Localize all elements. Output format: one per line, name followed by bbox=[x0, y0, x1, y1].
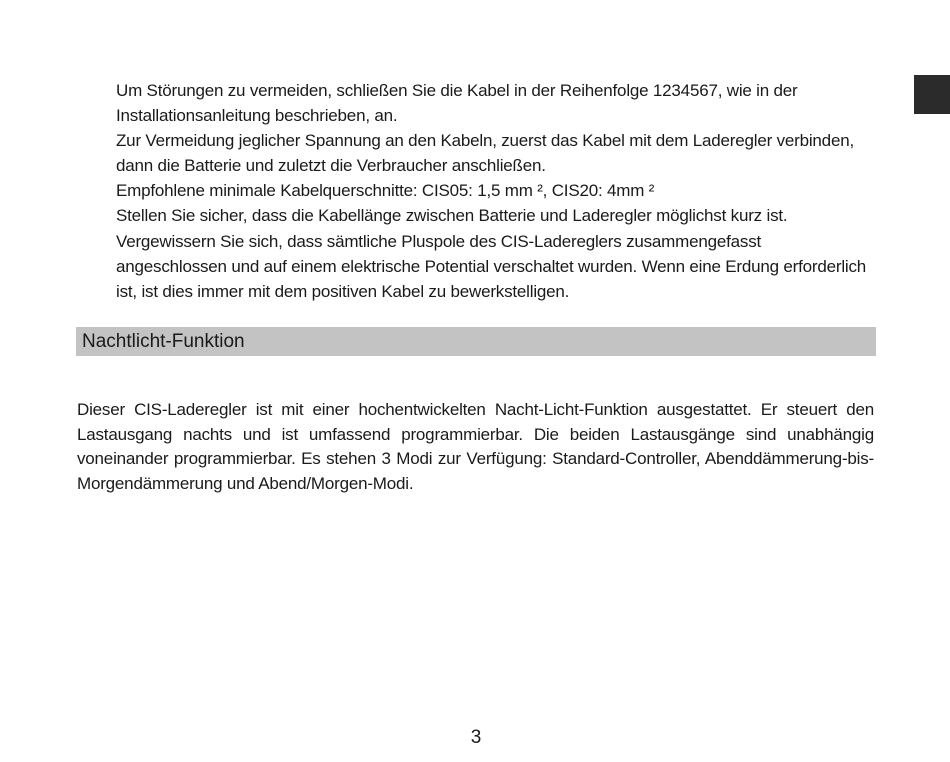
page-number: 3 bbox=[470, 727, 482, 748]
section-heading-bar bbox=[76, 327, 876, 356]
installation-note-item: Vergewissern Sie sich, dass sämtliche Pluspole des CIS-Ladereglers zusammengefasst angeschlossen und auf einem elektrische Potential verschaltet wurden. Wenn eine Erdung erforderlich ist, ist dies immer mit dem positiven Kabel zu bewerkstelligen. bbox=[116, 232, 867, 301]
chapter-tab-marker bbox=[914, 75, 950, 114]
installation-note-item: Um Störungen zu vermeiden, schließen Sie die Kabel in der Reihenfolge 1234567, wie in der Installationsanleitung beschrieben, an. bbox=[116, 81, 798, 125]
installation-note-item: Zur Vermeidung jeglicher Spannung an den Kabeln, zuerst das Kabel mit dem Laderegler verbinden, dann die Batterie und zuletzt die Verbraucher anschließen. bbox=[116, 131, 854, 175]
section-title: Nachtlicht-Funktion bbox=[82, 331, 245, 352]
installation-notes-list bbox=[116, 78, 876, 304]
installation-note-item: Stellen Sie sicher, dass die Kabellänge zwischen Batterie und Laderegler möglichst kurz ist. bbox=[116, 206, 788, 225]
section-body-paragraph: Dieser CIS-Laderegler ist mit einer hochentwickelten Nacht-Licht-Funktion ausgestattet. Er steuert den Lastausgang nachts und ist umfassend programmierbar. Die beiden Lastausgänge sind unabhängig voneinander programmierbar. Es stehen 3 Modi zur Verfügung: Standard-Controller, Abenddämmerung-bis-Morgendämmerung und Abend/Morgen-Modi. bbox=[77, 400, 874, 493]
installation-note-item: Empfohlene minimale Kabelquerschnitte: CIS05: 1,5 mm ², CIS20: 4mm ² bbox=[116, 181, 655, 200]
